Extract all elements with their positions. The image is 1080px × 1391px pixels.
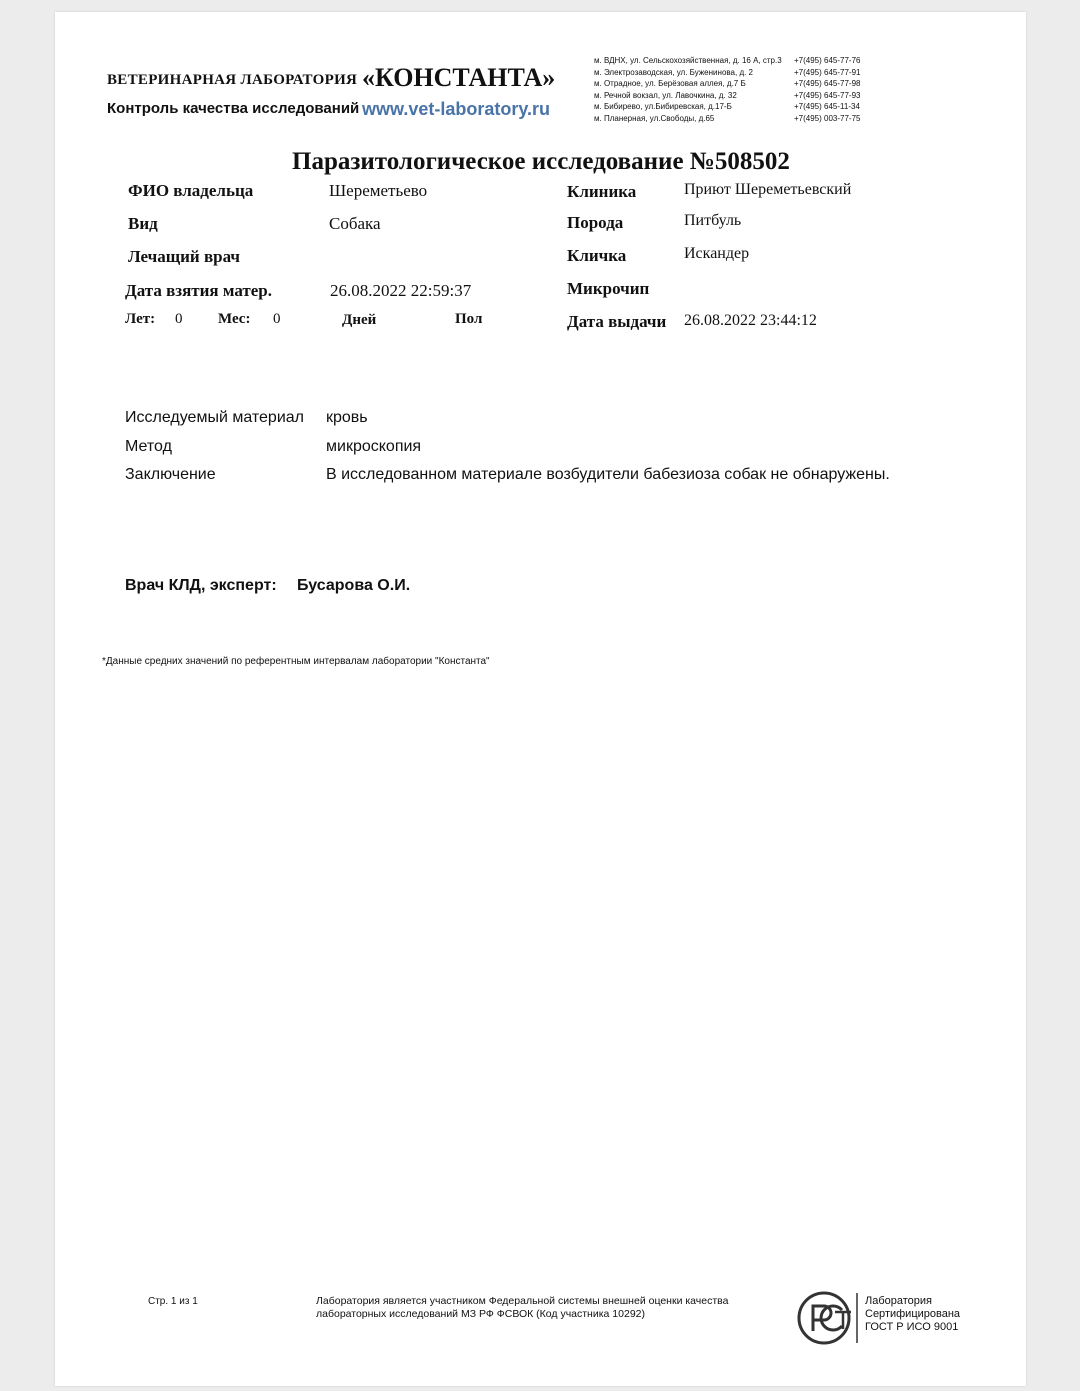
doctor-label: Лечащий врач xyxy=(128,247,240,266)
address-text: м. Бибирево, ул.Бибиревская, д.17-Б xyxy=(594,102,732,111)
months-value: 0 xyxy=(273,311,281,327)
signature-label: Врач КЛД, эксперт: xyxy=(125,577,277,594)
cert-line: ГОСТ Р ИСО 9001 xyxy=(865,1321,959,1333)
days-label: Дней xyxy=(342,312,377,328)
species-label: Вид xyxy=(128,214,158,233)
address-row xyxy=(594,90,861,102)
owner-value: Шереметьево xyxy=(329,181,428,200)
footer-note-line: лабораторных исследований МЗ РФ ФСВОК (Код участника 10292) xyxy=(316,1308,646,1320)
phone-text: +7(495) 645-11-34 xyxy=(794,102,860,111)
address-text: м. Речной вокзал, ул. Лавочкина, д. 32 xyxy=(594,90,737,100)
breed-label: Порода xyxy=(567,213,624,232)
address-text: м. ВДНХ, ул. Сельскохозяйственная, д. 16 А, стр.3 xyxy=(594,56,782,65)
footnote: *Данные средних значений по референтным интервалам лаборатории "Константа" xyxy=(102,656,490,667)
address-text: м. Электрозаводская, ул. Буженинова, д. 2 xyxy=(594,67,754,77)
signature-name: Бусарова О.И. xyxy=(297,577,411,594)
brand-name: «КОНСТАНТА» xyxy=(362,63,556,92)
address-row xyxy=(594,101,861,113)
address-row xyxy=(594,78,861,90)
conclusion-value: В исследованном материале возбудители бабезиоза собак не обнаружены. xyxy=(326,466,890,483)
issue-date-label: Дата выдачи xyxy=(567,312,667,331)
phone-text: +7(495) 645-77-98 xyxy=(794,79,861,88)
footer-note-line: Лаборатория является участником Федеральной системы внешней оценки качества xyxy=(316,1295,729,1307)
years-label: Лет: xyxy=(125,311,156,327)
certification-text xyxy=(865,1295,960,1334)
years-value: 0 xyxy=(175,311,183,327)
document-title: Паразитологическое исследование №508502 xyxy=(292,148,790,175)
document-page xyxy=(55,12,1026,1386)
clinic-label: Клиника xyxy=(567,182,637,201)
cert-line: Лаборатория xyxy=(865,1295,932,1307)
owner-label: ФИО владельца xyxy=(128,181,254,200)
address-list xyxy=(594,55,861,124)
species-value: Собака xyxy=(329,214,381,233)
sex-label: Пол xyxy=(455,311,483,327)
pet-name-value: Искандер xyxy=(684,245,750,262)
page-number: Стр. 1 из 1 xyxy=(148,1296,198,1307)
address-text: м. Отрадное, ул. Берёзовая аллея, д.7 Б xyxy=(594,79,746,88)
phone-text: +7(495) 645-77-93 xyxy=(794,90,861,100)
tagline: Контроль качества исследований xyxy=(107,100,360,117)
phone-text: +7(495) 645-77-76 xyxy=(794,56,861,65)
address-text: м. Планерная, ул.Свободы, д.65 xyxy=(594,113,715,123)
phone-text: +7(495) 645-77-91 xyxy=(794,67,861,77)
issue-date-value: 26.08.2022 23:44:12 xyxy=(684,312,817,329)
website-link[interactable]: www.vet-laboratory.ru xyxy=(362,99,551,119)
certification-logo-icon xyxy=(795,1289,861,1347)
clinic-value: Приют Шереметьевский xyxy=(684,181,852,198)
sample-date-label: Дата взятия матер. xyxy=(125,281,272,300)
material-value: кровь xyxy=(326,409,368,426)
address-row xyxy=(594,55,861,67)
months-label: Мес: xyxy=(218,311,251,327)
conclusion-label: Заключение xyxy=(125,466,216,483)
method-label: Метод xyxy=(125,438,172,455)
address-row xyxy=(594,113,861,125)
method-value: микроскопия xyxy=(326,438,422,455)
material-label: Исследуемый материал xyxy=(125,409,304,426)
pet-name-label: Кличка xyxy=(567,246,627,265)
sample-date-value: 26.08.2022 22:59:37 xyxy=(330,281,472,300)
phone-text: +7(495) 003-77-75 xyxy=(794,113,861,123)
address-row xyxy=(594,67,861,79)
breed-value: Питбуль xyxy=(684,212,742,229)
lab-name: ВЕТЕРИНАРНАЯ ЛАБОРАТОРИЯ xyxy=(107,72,358,88)
cert-line: Сертифицирована xyxy=(865,1308,961,1320)
microchip-label: Микрочип xyxy=(567,279,650,298)
footer-note xyxy=(316,1295,728,1321)
